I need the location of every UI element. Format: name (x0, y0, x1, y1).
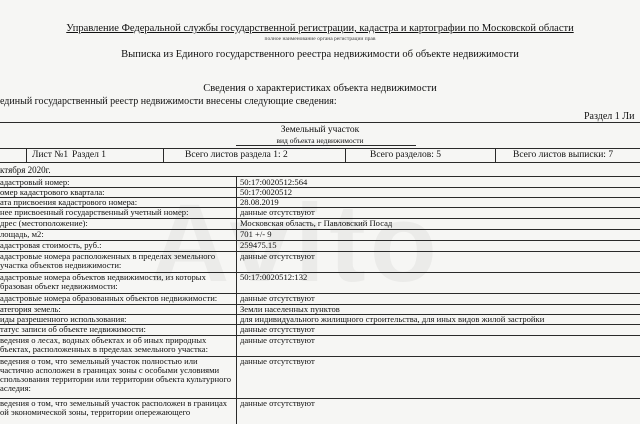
row-label: ведения о том, что земельный участок расположен в границах ой экономической зоны, территории опережающего (0, 398, 228, 418)
row-value: для индивидуального жилищного строительства, для иных видов жилой застройки (240, 314, 545, 324)
sheets-total: Всего листов выписки: 7 (513, 150, 614, 160)
row-label: адастровая стоимость, руб.: (0, 240, 102, 250)
row-value: Московская область, г Павловский Посад (240, 218, 393, 228)
row-value: 701 +/- 9 (240, 229, 272, 239)
row-label: татус записи об объекте недвижимости: (0, 324, 146, 334)
intro-text: единый государственный реестр недвижимости внесены следующие сведения: (0, 96, 337, 107)
row-label: лощадь, м2: (0, 229, 44, 239)
sheet-section: Раздел 1 (72, 150, 106, 160)
row-label: адастровые номера образованных объектов недвижимости: (0, 293, 218, 303)
column-divider (236, 176, 237, 424)
sheet-number: Лист №1 (32, 150, 69, 160)
sheet-row-bottom (0, 162, 640, 163)
row-value: данные отсутствуют (240, 398, 315, 408)
object-type-caption: вид объекта недвижимости (276, 136, 364, 145)
document-title: Выписка из Единого государственного реестра недвижимости об объекте недвижимости (121, 49, 519, 60)
sheet-row-top (0, 148, 640, 149)
document-subtitle: Сведения о характеристиках объекта недвижимости (203, 83, 437, 94)
row-value: данные отсутствуют (240, 251, 315, 261)
row-label: адастровые номера расположенных в пределах земельного участка объектов недвижимости: (0, 251, 216, 271)
row-label: адастровый номер: (0, 177, 70, 187)
object-type-underline (236, 145, 416, 146)
row-label: атегория земель: (0, 304, 61, 314)
row-label: ведения о том, что земельный участок полностью или частично асположен в границах зоны с особыми условиями спользования территории или территории объекта культурного аследия: (0, 356, 232, 394)
section-label: Раздел 1 Ли (584, 111, 635, 122)
row-value: 50:17:0020512:564 (240, 177, 308, 187)
row-label: иды разрешенного использования: (0, 314, 127, 324)
row-value: данные отсутствуют (240, 335, 315, 345)
sheet-divider (345, 148, 346, 162)
row-label: ведения о лесах, водных объектах и об иных природных бъектах, расположенных в пределах земельного участка: (0, 335, 208, 355)
sheet-divider (495, 148, 496, 162)
row-value: 50:17:0020512 (240, 187, 293, 197)
sheets-in-section: Всего листов раздела 1: 2 (185, 150, 288, 160)
row-value: 50:17:0020512:132 (240, 272, 308, 282)
row-value: данные отсутствуют (240, 207, 315, 217)
table-top-border (0, 122, 640, 123)
row-label: омер кадастрового квартала: (0, 187, 105, 197)
sheet-divider (163, 148, 164, 162)
agency-caption: полное наименование органа регистрации прав (264, 36, 376, 42)
agency-name: Управление Федеральной службы государственной регистрации, кадастра и картографии по Московской области (66, 23, 574, 34)
row-value: данные отсутствуют (240, 324, 315, 334)
sheet-divider (26, 148, 27, 162)
row-value: Земли населенных пунктов (240, 304, 340, 314)
row-value: 28.08.2019 (240, 197, 279, 207)
table-rule (0, 176, 640, 177)
row-label: дрес (местоположение): (0, 218, 88, 228)
row-label: нее присвоенный государственный учетный номер: (0, 207, 189, 217)
row-value: данные отсутствуют (240, 356, 315, 366)
row-value: 259475.15 (240, 240, 277, 250)
extract-date: ктября 2020г. (0, 165, 51, 175)
row-label: адастровые номера объектов недвижимости, из которых бразован объект недвижимости: (0, 272, 206, 292)
row-label: ата присвоения кадастрового номера: (0, 197, 138, 207)
object-type: Земельный участок (280, 125, 360, 135)
sections-total: Всего разделов: 5 (370, 150, 442, 160)
row-value: данные отсутствуют (240, 293, 315, 303)
